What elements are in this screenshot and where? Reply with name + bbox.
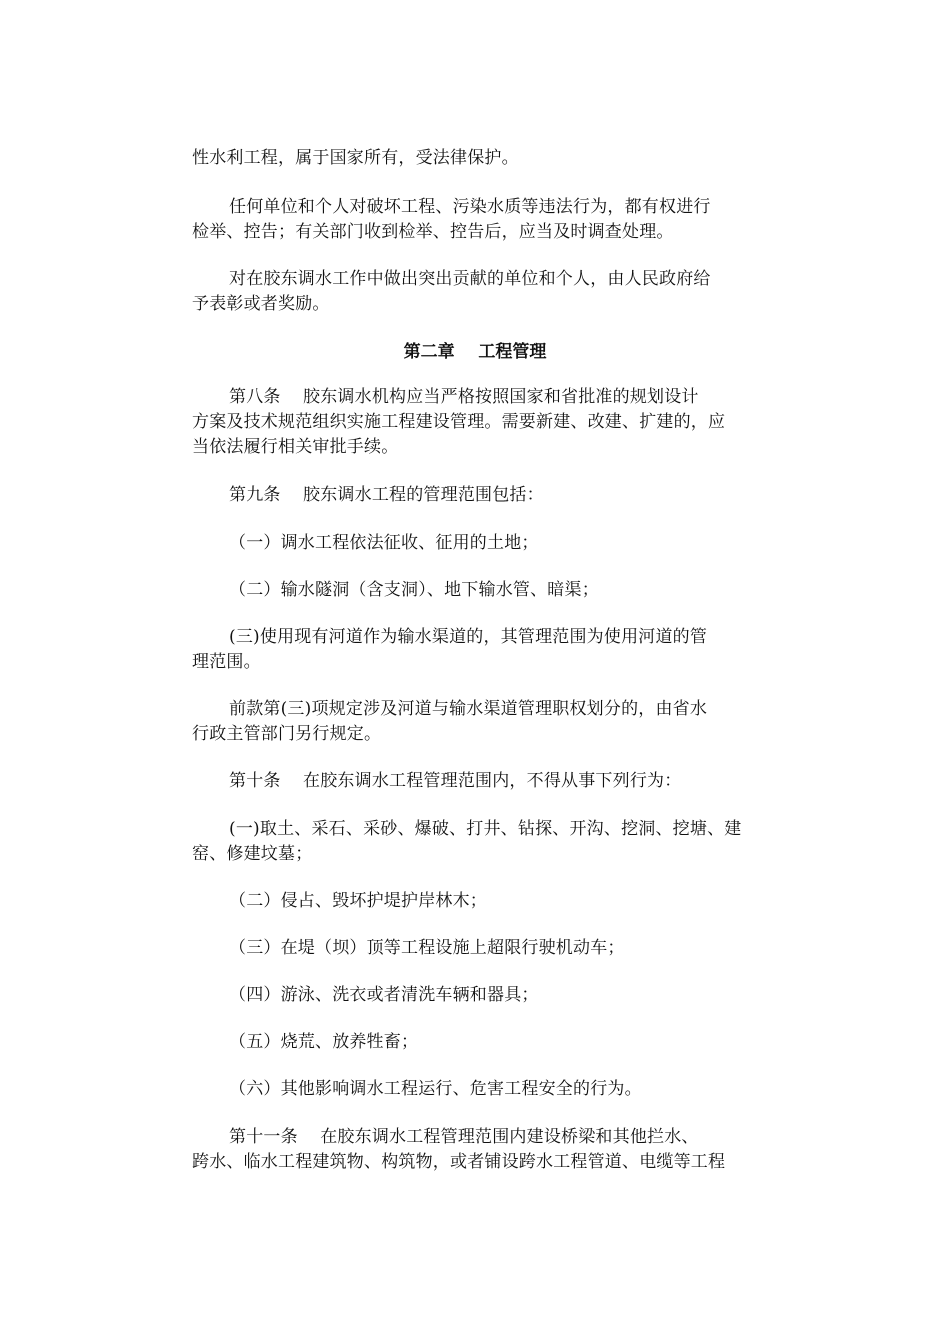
article-9-note: 前款第(三)项规定涉及河道与输水渠道管理职权划分的，由省水: [229, 699, 708, 719]
paragraph-line: 检举、控告；有关部门收到检举、控告后，应当及时调查处理。: [192, 222, 674, 242]
article-11-line: 跨水、临水工程建筑物、构筑物，或者铺设跨水工程管道、电缆等工程: [192, 1152, 726, 1172]
paragraph-line: 对在胶东调水工作中做出突出贡献的单位和个人，由人民政府给: [229, 269, 711, 289]
article-8-line: 第八条 胶东调水机构应当严格按照国家和省批准的规划设计: [229, 387, 699, 407]
article-10-item: (一)取土、采石、采砂、爆破、打井、钻探、开沟、挖洞、挖塘、建: [229, 819, 742, 839]
chapter-title: 第二章 工程管理: [403, 342, 547, 362]
article-10-item: （六）其他影响调水工程运行、危害工程安全的行为。: [229, 1079, 642, 1099]
article-11-line: 第十一条 在胶东调水工程管理范围内建设桥梁和其他拦水、: [229, 1127, 699, 1147]
article-9-item: (三)使用现有河道作为输水渠道的，其管理范围为使用河道的管: [229, 627, 708, 647]
article-10-item: （三）在堤（坝）顶等工程设施上超限行驶机动车；: [229, 938, 625, 958]
article-9-item: （一）调水工程依法征收、征用的土地；: [229, 533, 539, 553]
article-9-item: 理范围。: [192, 652, 261, 672]
article-9-note: 行政主管部门另行规定。: [192, 724, 382, 744]
article-8-line: 方案及技术规范组织实施工程建设管理。需要新建、改建、扩建的，应: [192, 412, 726, 432]
paragraph-line: 性水利工程，属于国家所有，受法律保护。: [192, 148, 519, 168]
article-8-line: 当依法履行相关审批手续。: [192, 437, 399, 457]
article-10-item: 窑、修建坟墓；: [192, 844, 313, 864]
paragraph-line: 任何单位和个人对破坏工程、污染水质等违法行为，都有权进行: [229, 197, 711, 217]
article-10-line: 第十条 在胶东调水工程管理范围内，不得从事下列行为：: [229, 771, 682, 791]
article-9-line: 第九条 胶东调水工程的管理范围包括：: [229, 485, 544, 505]
article-10-item: （五）烧荒、放养牲畜；: [229, 1032, 419, 1052]
article-10-item: （四）游泳、洗衣或者清洗车辆和器具；: [229, 985, 539, 1005]
article-10-item: （二）侵占、毁坏护堤护岸林木；: [229, 891, 487, 911]
paragraph-line: 予表彰或者奖励。: [192, 294, 330, 314]
article-9-item: （二）输水隧洞（含支洞）、地下输水管、暗渠；: [229, 580, 599, 600]
